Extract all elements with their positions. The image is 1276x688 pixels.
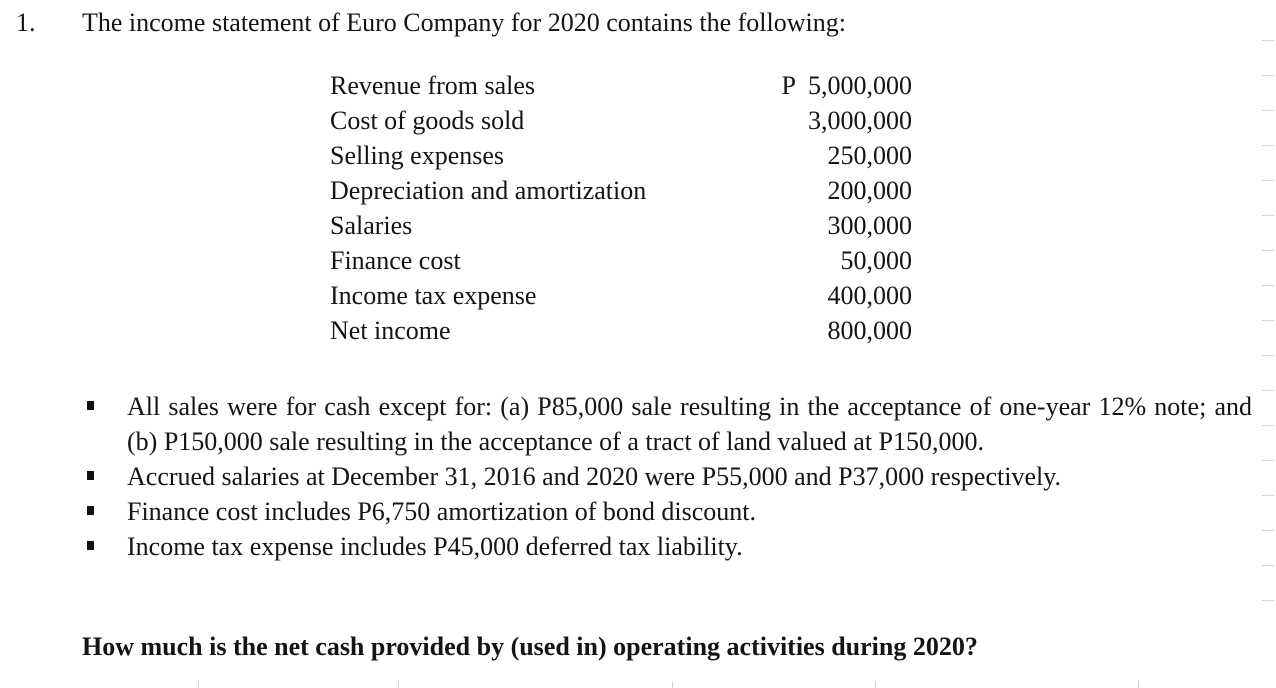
note-item xyxy=(0,494,1276,529)
note-text: Income tax expense includes P45,000 deferred tax liability. xyxy=(127,532,743,561)
statement-label: Net income xyxy=(330,316,451,345)
intro-text: The income statement of Euro Company for 2020 contains the following: xyxy=(82,8,846,37)
statement-row xyxy=(330,106,912,141)
note-item xyxy=(0,459,1276,494)
statement-row xyxy=(330,211,912,246)
question-text: How much is the net cash provided by (used in) operating activities during 2020? xyxy=(82,632,978,661)
question-number: 1. xyxy=(16,8,36,37)
square-bullet-icon xyxy=(87,506,94,515)
square-bullet-icon xyxy=(87,401,94,410)
statement-label: Selling expenses xyxy=(330,141,505,170)
bottom-ruler-ticks xyxy=(0,680,1276,688)
income-statement-table xyxy=(330,71,912,351)
statement-amount: 50,000 xyxy=(840,246,912,275)
statement-label: Finance cost xyxy=(330,246,461,275)
statement-row xyxy=(330,71,912,106)
statement-amount: 3,000,000 xyxy=(808,106,912,135)
square-bullet-icon xyxy=(87,541,94,550)
statement-label: Revenue from sales xyxy=(330,71,536,100)
statement-label: Cost of goods sold xyxy=(330,106,525,135)
square-bullet-icon xyxy=(87,471,94,480)
note-text: Finance cost includes P6,750 amortization of bond discount. xyxy=(127,497,756,526)
statement-row xyxy=(330,176,912,211)
note-text: Accrued salaries at December 31, 2016 and 2020 were P55,000 and P37,000 respectively. xyxy=(127,462,1062,491)
statement-label: Depreciation and amortization xyxy=(330,176,647,205)
statement-label: Income tax expense xyxy=(330,281,537,310)
statement-row xyxy=(330,281,912,316)
statement-label: Salaries xyxy=(330,211,413,240)
statement-amount: 300,000 xyxy=(827,211,912,240)
note-item xyxy=(0,389,1276,459)
statement-row xyxy=(330,246,912,281)
notes-list xyxy=(0,389,1276,564)
statement-amount: 800,000 xyxy=(827,316,912,345)
note-item xyxy=(0,529,1276,564)
statement-amount: 400,000 xyxy=(827,281,912,310)
statement-row xyxy=(330,141,912,176)
statement-amount: P 5,000,000 xyxy=(781,71,912,100)
statement-amount: 250,000 xyxy=(827,141,912,170)
statement-row xyxy=(330,316,912,351)
statement-amount: 200,000 xyxy=(827,176,912,205)
note-text: All sales were for cash except for: (a) P85,000 sale resulting in the acceptance of one-year 12% note; and (b) P150,000 sale resulting in the acceptance of a tract of land valued at P150,000. xyxy=(127,392,1252,456)
margin-ruler-ticks xyxy=(1262,40,1276,680)
